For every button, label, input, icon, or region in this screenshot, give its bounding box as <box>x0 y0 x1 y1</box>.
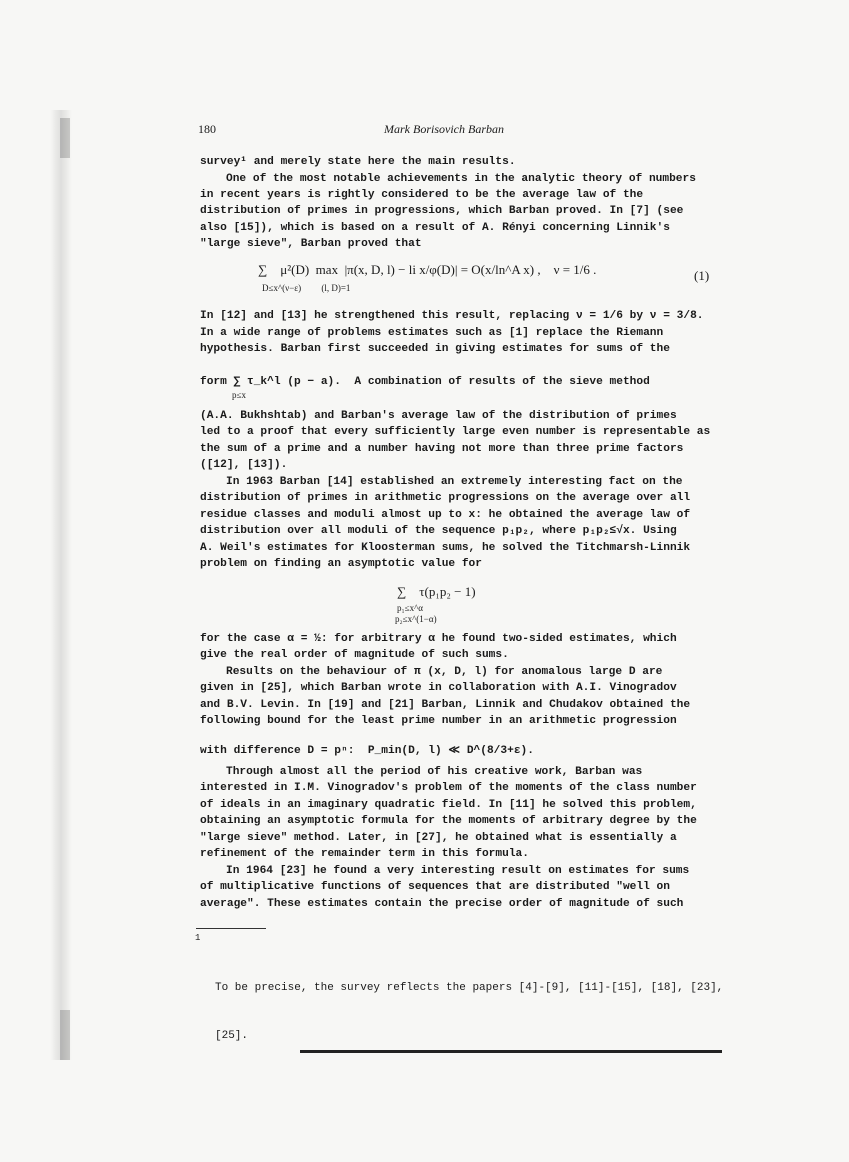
page-header <box>198 120 718 142</box>
body-line: and B.V. Levin. In [19] and [21] Barban, Linnik and Chudakov obtained the <box>200 699 691 711</box>
body-line: A. Weil's estimates for Kloosterman sums, he solved the Titchmarsh-Linnik <box>200 542 691 554</box>
body-line: problem on finding an asymptotic value for <box>200 558 482 570</box>
formula-main-subscript: D≤x^(ν−ε) (l, D)=1 <box>262 283 351 293</box>
formula-tau-sub-1: p₁≤x^α <box>397 603 424 613</box>
body-line: (A.A. Bukhshtab) and Barban's average law of the distribution of primes <box>200 410 677 422</box>
body-line: of ideals in an imaginary quadratic field. In [11] he solved this problem, <box>200 799 697 811</box>
body-line: refinement of the remainder term in this formula. <box>200 848 529 860</box>
body-line: distribution of primes in arithmetic progressions on the average over all <box>200 492 691 504</box>
body-line: for the case α = ½: for arbitrary α he found two-sided estimates, which <box>200 633 677 645</box>
body-line: In [12] and [13] he strengthened this result, replacing ν = 1/6 by ν = 3/8. <box>200 310 704 322</box>
body-line: of multiplicative functions of sequences that are distributed "well on <box>200 881 670 893</box>
body-line: distribution over all moduli of the sequence p₁p₂, where p₁p₂≤√x. Using <box>200 525 677 537</box>
body-line-formula: with difference D = pⁿ: P_min(D, l) ≪ D^(8/3+ε). <box>200 745 534 757</box>
body-line: ([12], [13]). <box>200 459 288 471</box>
body-line: Results on the behaviour of π (x, D, l) for anomalous large D are <box>226 666 663 678</box>
footnote-line: To be precise, the survey reflects the papers [4]-[9], [11]-[15], [18], [23], <box>215 982 724 994</box>
body-line: Through almost all the period of his creative work, Barban was <box>226 766 643 778</box>
page-number: 180 <box>198 122 216 136</box>
body-line: also [15]), which is based on a result of A. Rényi concerning Linnik's <box>200 222 670 234</box>
running-head: Mark Borisovich Barban <box>384 122 504 136</box>
body-line: In 1963 Barban [14] established an extremely interesting fact on the <box>226 476 683 488</box>
body-line: interested in I.M. Vinogradov's problem of the moments of the class number <box>200 782 697 794</box>
body-line: following bound for the least prime number in an arithmetic progression <box>200 715 677 727</box>
bottom-rule <box>300 1050 722 1053</box>
form-subscript: p≤x <box>232 390 246 400</box>
formula-main: ∑ μ²(D) max |π(x, D, l) − li x/φ(D)| = O(x/ln^A x) , ν = 1/6 . <box>258 262 597 277</box>
body-line: survey¹ and merely state here the main results. <box>200 156 516 168</box>
footnote <box>195 932 724 1076</box>
body-line: In a wide range of problems estimates such as [1] replace the Riemann <box>200 327 664 339</box>
equation-number: (1) <box>694 268 710 283</box>
body-line: average". These estimates contain the precise order of magnitude of such <box>200 898 684 910</box>
binding-mark-bottom <box>60 1010 70 1060</box>
binding-shadow <box>50 110 72 1060</box>
body-line: "large sieve", Barban proved that <box>200 238 422 250</box>
footnote-mark: 1 <box>195 933 201 943</box>
body-line: led to a proof that every sufficiently large even number is representable as <box>200 426 711 438</box>
body-line: "large sieve" method. Later, in [27], he obtained what is essentially a <box>200 832 677 844</box>
body-line: One of the most notable achievements in the analytic theory of numbers <box>226 173 696 185</box>
body-line: given in [25], which Barban wrote in collaboration with A.I. Vinogradov <box>200 682 677 694</box>
body-line: distribution of primes in progressions, which Barban proved. In [7] (see <box>200 205 684 217</box>
footnote-line: [25]. <box>215 1030 249 1042</box>
binding-mark-top <box>60 118 70 158</box>
body-line: obtaining an asymptotic formula for the moments of arbitrary degree by the <box>200 815 697 827</box>
body-line: the sum of a prime and a number having not more than three prime factors <box>200 443 684 455</box>
body-line: in recent years is rightly considered to be the average law of the <box>200 189 644 201</box>
body-line-form: form ∑ τ_k^l (p − a). A combination of results of the sieve method <box>200 376 650 388</box>
formula-tau-sum: ∑ τ(p₁p₂ − 1) <box>397 584 476 599</box>
footnote-rule <box>196 928 266 929</box>
body-line: hypothesis. Barban first succeeded in giving estimates for sums of the <box>200 343 670 355</box>
body-line: residue classes and moduli almost up to x: he obtained the average law of <box>200 509 691 521</box>
formula-tau-sub-2: p₂≤x^(1−α) <box>395 614 437 624</box>
body-line: In 1964 [23] he found a very interesting result on estimates for sums <box>226 865 690 877</box>
body-line: give the real order of magnitude of such sums. <box>200 649 509 661</box>
